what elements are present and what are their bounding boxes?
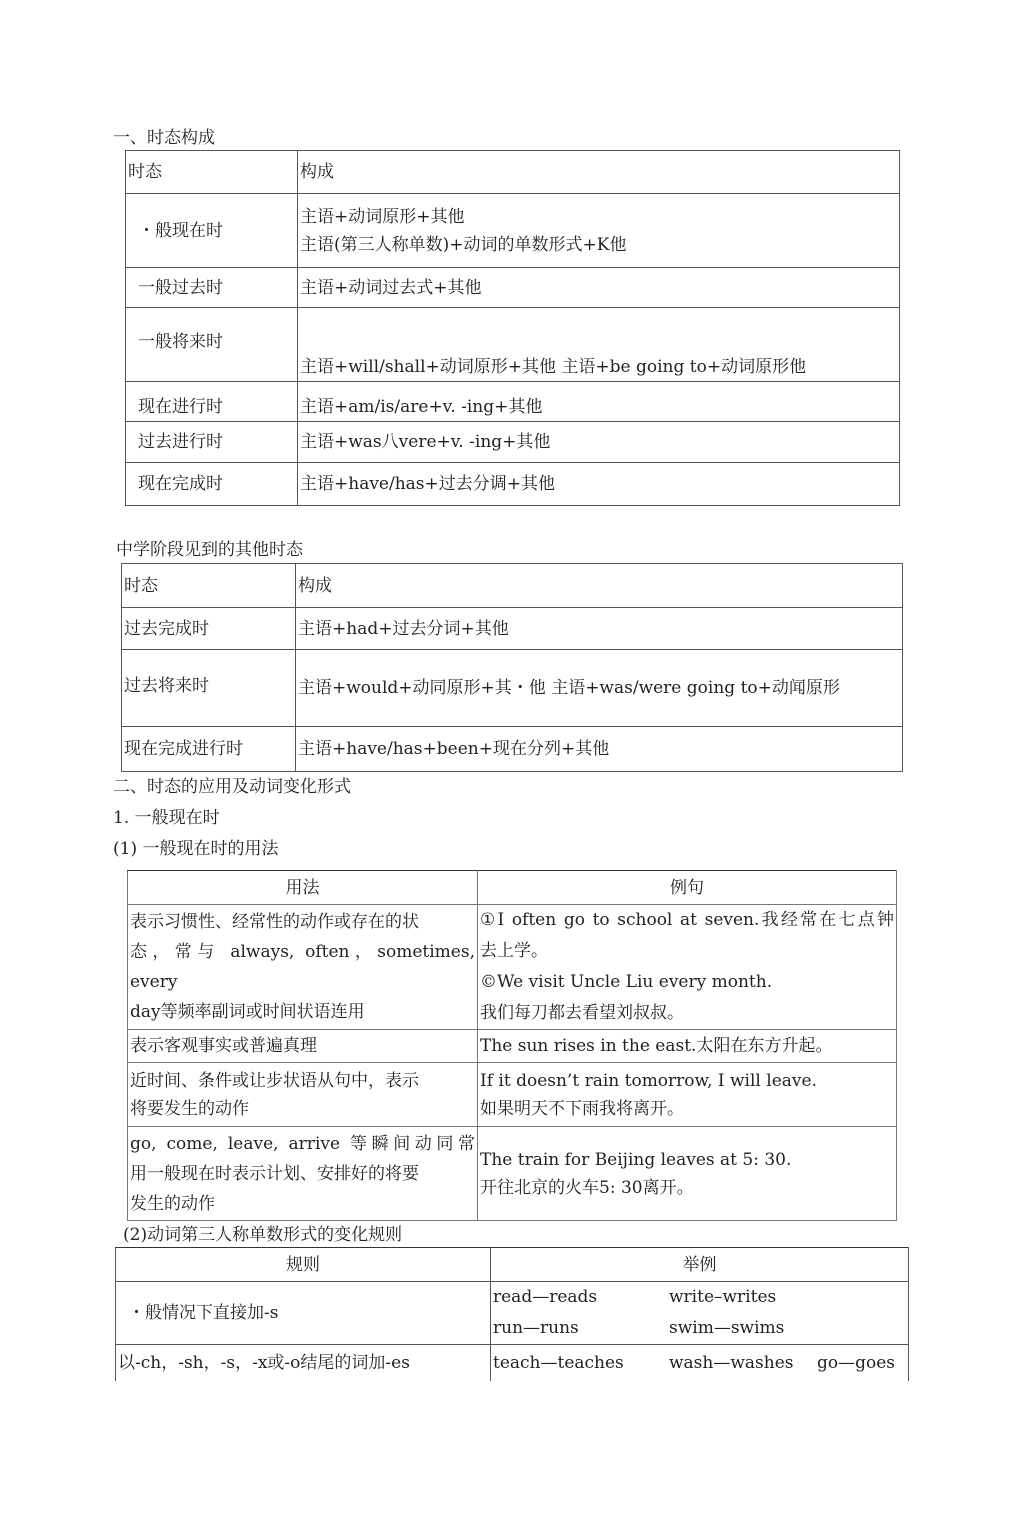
structure-cell: 主语+had+过去分词+其他 (296, 608, 903, 650)
table-header-row (116, 1248, 909, 1282)
structure-cell: 主语+have/has+过去分调+其他 (298, 463, 900, 506)
tense-cell: 一般过去时 (126, 268, 298, 308)
table-header-row (126, 151, 900, 194)
usage-cell: 表示客观事实或普遍真理 (128, 1030, 478, 1063)
table-header-row (122, 564, 903, 608)
tense-cell: 一般将来时 (126, 308, 298, 382)
tense-cell: 过去进行时 (126, 422, 298, 463)
usage-line: 表示习惯性、经常性的动作或存在的状 (130, 912, 419, 932)
other-tenses-table (121, 563, 903, 772)
table-row (116, 1282, 909, 1345)
tense-structure-table (125, 150, 900, 506)
tense-cell: 过去完成时 (122, 608, 296, 650)
example-word: read—reads (493, 1287, 598, 1307)
section-1-title: 一、时态构成 (113, 128, 215, 148)
structure-cell (298, 194, 900, 268)
example-word: write–writes (669, 1287, 777, 1307)
structure-cell: 主语+will/shall+动词原形+其他 主语+be going to+动词原形他 (298, 308, 900, 382)
example-line (493, 1313, 906, 1344)
usage-line: day等频率副词或时间状语连用 (130, 1002, 365, 1022)
example-line: The train for Beijing leaves at 5: 30. (480, 1149, 792, 1170)
structure-cell: 主语+would+动同原形+其・他 主语+was/were going to+动闻原形 (296, 650, 903, 727)
example-cell: The sun rises in the east.太阳在东方升起。 (478, 1030, 897, 1063)
table-row (126, 308, 900, 382)
structure-line: 主语(第三人称单数)+动词的单数形式+K他 (300, 234, 627, 255)
table-row (128, 1063, 897, 1127)
section-4-title (123, 1224, 402, 1246)
usage-line: 近时间、条件或让步状语从句中，表示 (130, 1070, 419, 1091)
usage-cell (128, 1063, 478, 1127)
example-line: 我们每刀都去看望刘叔叔。 (480, 1003, 684, 1023)
table-row (126, 268, 900, 308)
example-line: 去上学。 (480, 941, 548, 961)
header-rule: 规则 (116, 1248, 491, 1282)
example-cell (491, 1282, 909, 1345)
example-cell (478, 905, 897, 1030)
header-example: 举例 (491, 1248, 909, 1282)
usage-line: go, come, leave, arrive 等瞬间动同常 (130, 1133, 475, 1154)
example-word: go—goes (817, 1352, 896, 1373)
example-line: ①I often go to school at seven.我经常在七点钟 (480, 910, 894, 930)
usage-line: 态，常与 always, often，sometimes, every (130, 942, 475, 992)
subsection-title: 1. 一般现在时 (113, 808, 220, 828)
rule-cell: 以-ch，-sh，-s，-x或-o结尾的词加-es (116, 1345, 491, 1381)
example-line (493, 1349, 906, 1377)
table-row (126, 422, 900, 463)
structure-cell: 主语+am/is/are+v. -ing+其他 (298, 382, 900, 422)
example-cell (491, 1345, 909, 1381)
tense-cell: 现在完成进行时 (122, 727, 296, 772)
third-person-rules-table (115, 1247, 909, 1381)
table-row (128, 905, 897, 1030)
example-cell (478, 1127, 897, 1221)
tense-cell: 现在完成时 (126, 463, 298, 506)
example-word: wash—washes (669, 1352, 794, 1373)
example-line (493, 1282, 906, 1313)
header-tense: 时态 (126, 151, 298, 194)
usage-line: 将要发生的动作 (130, 1098, 249, 1119)
structure-line: 主语+动词原形+其他 (300, 206, 465, 227)
table-row (126, 382, 900, 422)
example-word: teach—teaches (493, 1352, 624, 1373)
section-2-title: 中学阶段见到的其他时态 (116, 540, 303, 560)
example-line: ©We visit Uncle Liu every month. (480, 972, 773, 992)
usage-line: 发生的动作 (130, 1193, 215, 1214)
structure-cell: 主语+动词过去式+其他 (298, 268, 900, 308)
header-tense: 时态 (122, 564, 296, 608)
table-row (116, 1345, 909, 1381)
example-word: swim—swims (669, 1318, 785, 1338)
structure-cell: 主语+was八vere+v. -ing+其他 (298, 422, 900, 463)
example-cell (478, 1063, 897, 1127)
table-header-row (128, 871, 897, 905)
table-row (122, 727, 903, 772)
header-structure: 构成 (298, 151, 900, 194)
table-row (122, 650, 903, 727)
structure-cell: 主语+have/has+been+现在分列+其他 (296, 727, 903, 772)
header-usage: 用法 (128, 871, 478, 905)
present-simple-usage-table (127, 870, 897, 1221)
rule-cell: ・般情况下直接加-s (116, 1282, 491, 1345)
section-3-title: 二、时态的应用及动词变化形式 (113, 777, 351, 797)
table-row (128, 1127, 897, 1221)
usage-line: 用一般现在时表示计划、安排好的将要 (130, 1163, 419, 1184)
tense-cell: 过去将来时 (122, 650, 296, 727)
table-row (122, 608, 903, 650)
example-line: 开往北京的火车5: 30离开。 (480, 1177, 694, 1198)
subsubsection-title: (1) 一般现在时的用法 (113, 839, 279, 859)
header-example: 例句 (478, 871, 897, 905)
usage-cell (128, 1127, 478, 1221)
example-line: If it doesn’t rain tomorrow, I will leave. (480, 1070, 817, 1091)
tense-cell: 现在进行时 (126, 382, 298, 422)
table-row (128, 1030, 897, 1063)
section-4-title-text: (2)动词第三人称单数形式的变化规则 (123, 1225, 403, 1245)
table-row (126, 194, 900, 268)
header-structure: 构成 (296, 564, 903, 608)
table-row (126, 463, 900, 506)
tense-cell: ・般现在时 (126, 194, 298, 268)
example-line: 如果明天不下雨我将离开。 (480, 1098, 684, 1119)
usage-cell (128, 905, 478, 1030)
example-word: run—runs (493, 1318, 579, 1338)
